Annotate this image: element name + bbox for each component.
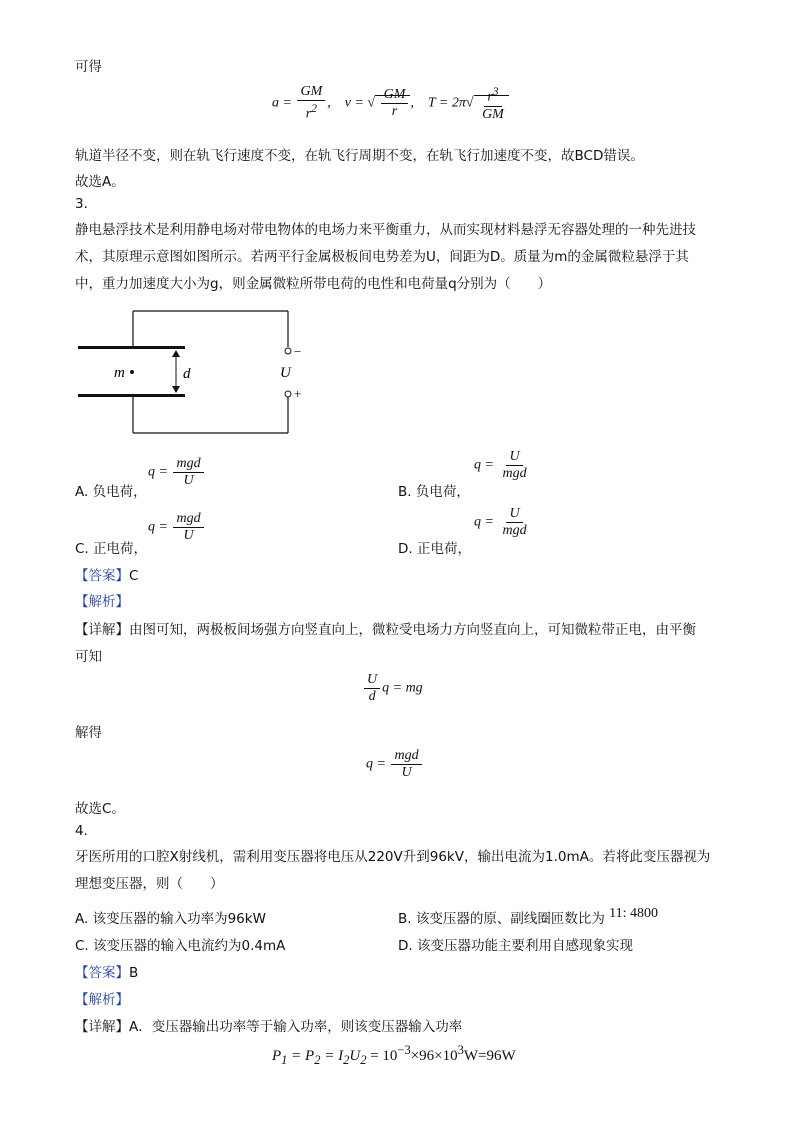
q4-option-a[interactable]: A. 该变压器的输入功率为96kW — [75, 911, 266, 927]
q3-option-d[interactable] — [398, 537, 471, 557]
option-text: 正电荷， — [416, 541, 471, 557]
option-letter: B. — [398, 484, 412, 500]
q4-number: 4. — [75, 823, 88, 839]
q4-stem-1: 牙医所用的口腔X射线机，需利用变压器将电压从220V升到96kV，输出电流为1.0mA。若将此变压器视为 — [75, 849, 711, 865]
formula-result: q = $\frac{\text{mgd}}{U}$ — [366, 748, 424, 781]
q4-stem-2: 理想变压器，则（ ） — [75, 876, 224, 892]
option-text: 正电荷， — [93, 541, 148, 557]
option-text: B. 该变压器的原、副线圈匝数比为 — [398, 911, 605, 927]
q2-pick: 故选A。 — [75, 174, 125, 190]
q3-option-a-formula: q = $\frac{\text{mgd}}{U}$ — [148, 456, 206, 489]
formula-equilibrium: $\frac{U}{d}$ q = mg — [362, 672, 423, 705]
capacitor-figure — [70, 305, 320, 440]
q3-analysis-tag: 【解析】 — [75, 594, 129, 610]
q3-option-d-formula: q = $\frac{U}{\text{mgd}}$ — [474, 506, 527, 538]
q3-detail-2: 可知 — [75, 649, 102, 665]
q4-option-c[interactable]: C. 该变压器的输入电流约为0.4mA — [75, 938, 286, 954]
option-text: 负电荷， — [415, 484, 470, 500]
formula-kepler: a = $\frac{GM}{r^2}$ , v = √ $\frac{GM}{r}$ , T = 2π√ $\frac{r^3}{GM}$ — [272, 84, 509, 123]
q3-option-c-formula: q = $\frac{\text{mgd}}{U}$ — [148, 511, 206, 544]
detail-tag: 【详解】 — [75, 622, 129, 638]
q3-option-c[interactable] — [75, 537, 147, 557]
answer-tag: 【答案】 — [75, 965, 129, 981]
turns-ratio: 11: 4800 — [609, 906, 659, 921]
plus-label: + — [294, 386, 302, 401]
q4-answer-line — [75, 961, 138, 981]
voltage-label: U — [280, 365, 291, 381]
q2-conclusion: 轨道半径不变，则在轨飞行速度不变，在轨飞行周期不变，在轨飞行加速度不变，故BCD错误。 — [75, 148, 644, 164]
q3-number: 3. — [75, 196, 88, 212]
q3-detail-1: 【详解】由图可知，两极板间场强方向竖直向上，微粒受电场力方向竖直向上，可知微粒带正电，由平衡 — [75, 622, 696, 638]
q4-analysis-tag: 【解析】 — [75, 992, 129, 1008]
answer-value: B — [129, 965, 139, 981]
detail-tag: 【详解】 — [75, 1019, 129, 1035]
answer-value: C — [129, 568, 139, 584]
q3-jie-de: 解得 — [75, 725, 102, 741]
q3-option-b-formula: q = $\frac{U}{\text{mgd}}$ — [474, 449, 527, 481]
ke-de-text: 可得 — [75, 59, 102, 75]
option-letter: D. — [398, 541, 413, 557]
q3-option-b[interactable] — [398, 480, 470, 500]
minus-label: − — [294, 344, 302, 359]
option-letter: A. — [75, 484, 89, 500]
option-text: 负电荷， — [92, 484, 147, 500]
option-letter: C. — [75, 541, 89, 557]
q3-stem-1: 静电悬浮技术是利用静电场对带电物体的电场力来平衡重力，从而实现材料悬浮无容器处理的一种先进技 — [75, 222, 696, 238]
formula-power: $P_1 = P_2 = I_2U_2 = 10^{-3}\times 96\times 10^3W=96W$ — [272, 1043, 516, 1067]
q4-option-d[interactable]: D. 该变压器功能主要利用自感现象实现 — [398, 938, 633, 954]
q3-stem-2: 术，其原理示意图如图所示。若两平行金属极板间电势差为U，间距为D。质量为m的金属微粒悬浮于其 — [75, 249, 689, 265]
mass-label: m — [114, 365, 125, 381]
q4-detail-1: 【详解】A．变压器输出功率等于输入功率，则该变压器输入功率 — [75, 1019, 463, 1035]
q3-answer-line — [75, 564, 138, 584]
answer-tag: 【答案】 — [75, 568, 129, 584]
q3-stem-3: 中，重力加速度大小为g，则金属微粒所带电荷的电性和电荷量q分别为（ ） — [75, 276, 552, 292]
q3-pick: 故选C。 — [75, 801, 125, 817]
gap-label: d — [183, 366, 191, 382]
q4-option-b[interactable] — [398, 907, 658, 928]
q3-option-a[interactable] — [75, 480, 147, 500]
